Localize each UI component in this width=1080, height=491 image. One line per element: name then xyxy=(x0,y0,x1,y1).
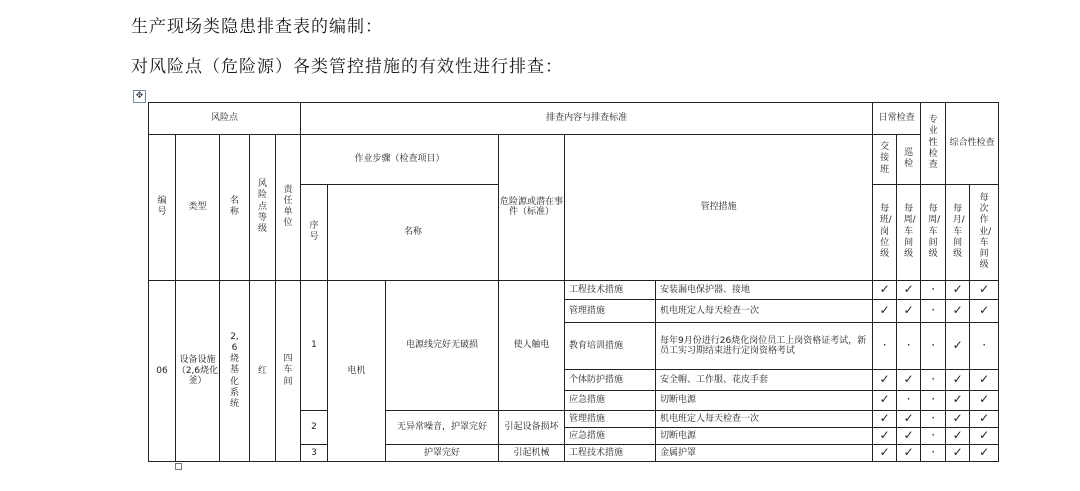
measure-category: 应急措施 xyxy=(565,390,656,410)
check-cell: · xyxy=(921,280,946,299)
step-equipment: 电机 xyxy=(328,280,386,461)
check-cell: ✓ xyxy=(946,390,970,410)
header-name: 名称 xyxy=(220,134,250,280)
check-cell: ✓ xyxy=(970,370,999,390)
step-hazard: 引起设备损坏 xyxy=(499,410,565,444)
header-hazard: 危险源或潜在事件（标准） xyxy=(499,134,565,280)
check-cell: · xyxy=(873,322,897,370)
check-cell: ✓ xyxy=(897,427,921,444)
measure-category: 工程技术措施 xyxy=(565,280,656,299)
check-cell: ✓ xyxy=(873,370,897,390)
check-cell: ✓ xyxy=(970,280,999,299)
group-number: 06 xyxy=(149,280,176,461)
step-seq: 3 xyxy=(301,444,328,461)
header-professional-check: 专业性检查 xyxy=(921,103,946,185)
check-cell: ✓ xyxy=(946,370,970,390)
paragraph-end-mark xyxy=(175,463,182,470)
check-cell: · xyxy=(921,410,946,427)
check-cell: ✓ xyxy=(873,444,897,461)
check-cell: · xyxy=(921,444,946,461)
measure-detail: 切断电源 xyxy=(656,390,873,410)
header-patrol: 巡检 xyxy=(897,134,921,184)
measure-category: 应急措施 xyxy=(565,427,656,444)
group-level: 红 xyxy=(250,280,276,461)
step-hazard: 引起机械 xyxy=(499,444,565,461)
check-cell: ✓ xyxy=(946,410,970,427)
header-shift-handover: 交接班 xyxy=(873,134,897,184)
check-cell: · xyxy=(921,370,946,390)
measure-detail: 安全帽、工作服、花皮手套 xyxy=(656,370,873,390)
header-content-standard: 排查内容与排查标准 xyxy=(301,103,873,135)
check-cell: ✓ xyxy=(897,300,921,323)
header-responsible-unit: 责任单位 xyxy=(276,134,301,280)
measure-category: 管理措施 xyxy=(565,410,656,427)
measure-category: 工程技术措施 xyxy=(565,444,656,461)
measure-detail: 金属护罩 xyxy=(656,444,873,461)
check-cell: ✓ xyxy=(970,300,999,323)
check-cell: ✓ xyxy=(946,444,970,461)
group-name: 2,6烧基化系统 xyxy=(220,280,250,461)
table-move-handle-icon[interactable]: ✥ xyxy=(133,90,146,103)
check-cell: ✓ xyxy=(946,280,970,299)
check-cell: ✓ xyxy=(873,427,897,444)
header-per-job-workshop: 每次作业/车间级 xyxy=(970,184,999,280)
check-cell: ✓ xyxy=(970,410,999,427)
heading-2: 对风险点（危险源）各类管控措施的有效性进行排查： xyxy=(131,57,563,77)
check-cell: ✓ xyxy=(873,410,897,427)
header-comprehensive-check: 综合性检查 xyxy=(946,103,999,185)
measure-detail: 机电班定人每天检查一次 xyxy=(656,410,873,427)
check-cell: ✓ xyxy=(873,300,897,323)
check-cell: · xyxy=(897,390,921,410)
check-cell: ✓ xyxy=(897,280,921,299)
measure-detail: 机电班定人每天检查一次 xyxy=(656,300,873,323)
check-cell: ✓ xyxy=(897,370,921,390)
measure-detail: 切断电源 xyxy=(656,427,873,444)
check-cell: · xyxy=(897,322,921,370)
header-per-shift-post: 每班/岗位级 xyxy=(873,184,897,280)
measure-category: 管理措施 xyxy=(565,300,656,323)
step-seq: 1 xyxy=(301,280,328,410)
step-name: 护罩完好 xyxy=(386,444,499,461)
check-cell: · xyxy=(921,390,946,410)
check-cell: ✓ xyxy=(946,427,970,444)
check-cell: ✓ xyxy=(946,300,970,323)
heading-1: 生产现场类隐患排查表的编制： xyxy=(131,17,383,37)
step-hazard: 使人触电 xyxy=(499,280,565,410)
header-risk-point: 风险点 xyxy=(149,103,301,135)
check-cell: ✓ xyxy=(970,390,999,410)
header-daily-check: 日常检查 xyxy=(873,103,921,135)
step-name: 电源线完好无破损 xyxy=(386,280,499,410)
check-cell: ✓ xyxy=(970,444,999,461)
header-type: 类型 xyxy=(176,134,220,280)
header-risk-level: 风险点等级 xyxy=(250,134,276,280)
check-cell: ✓ xyxy=(873,280,897,299)
check-cell: ✓ xyxy=(970,427,999,444)
check-cell: · xyxy=(921,322,946,370)
header-per-month-workshop: 每月/车间级 xyxy=(946,184,970,280)
header-per-week-workshop-2: 每周/车间级 xyxy=(921,184,946,280)
measure-detail: 每年9月份进行26烧化岗位员工上岗资格证考试，新员工实习期结束进行定岗资格考试 xyxy=(656,322,873,370)
header-number: 编号 xyxy=(149,134,176,280)
header-per-week-workshop: 每周/车间级 xyxy=(897,184,921,280)
check-cell: · xyxy=(921,300,946,323)
step-name: 无异常噪音，护罩完好 xyxy=(386,410,499,444)
hazard-check-table xyxy=(148,102,999,462)
group-type: 设备设施（2,6烧化釜） xyxy=(176,280,220,461)
measure-category: 个体防护措施 xyxy=(565,370,656,390)
header-seq: 序号 xyxy=(301,184,328,280)
measure-category: 教育培训措施 xyxy=(565,322,656,370)
header-work-steps: 作业步骤（检查项目） xyxy=(301,134,499,184)
check-cell: · xyxy=(970,322,999,370)
check-cell: ✓ xyxy=(897,410,921,427)
group-unit: 四车间 xyxy=(276,280,301,461)
measure-detail: 安装漏电保护器、接地 xyxy=(656,280,873,299)
header-control: 管控措施 xyxy=(565,134,873,280)
check-cell: · xyxy=(921,427,946,444)
check-cell: ✓ xyxy=(897,444,921,461)
check-cell: ✓ xyxy=(946,322,970,370)
step-seq: 2 xyxy=(301,410,328,444)
check-cell: ✓ xyxy=(873,390,897,410)
header-step-name: 名称 xyxy=(328,184,499,280)
